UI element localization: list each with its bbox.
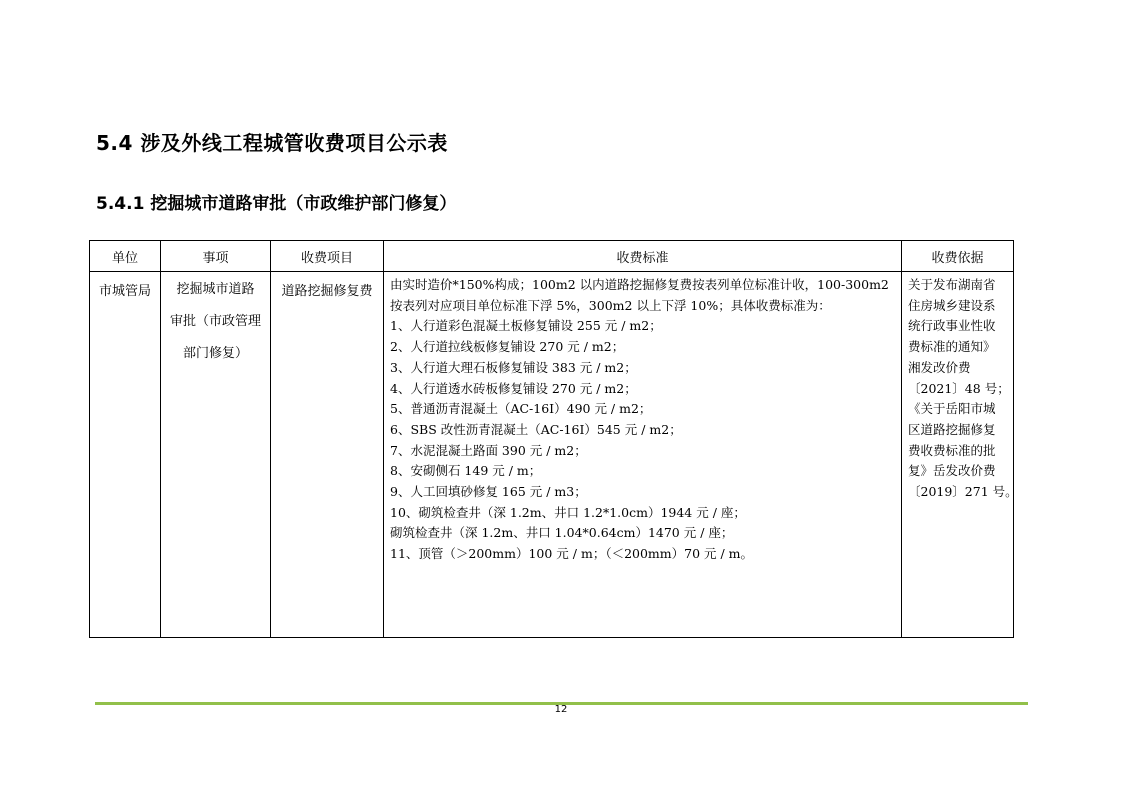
basis-line: 《关于岳阳市城 [908,401,996,417]
basis-line: 〔2019〕271 号。 [908,484,1018,500]
standard-line: 8、安砌侧石 149 元 / m； [390,463,542,479]
basis-line: 费标准的通知》 [908,339,996,355]
header-item: 事项 [161,241,271,272]
section-heading: 5.4 涉及外线工程城管收费项目公示表 [96,131,448,155]
header-standard: 收费标准 [384,241,902,272]
basis-line: 〔2021〕48 号； [908,380,1010,396]
standard-line: 4、人行道透水砖板修复铺设 270 元 / m2； [390,380,637,396]
basis-line: 住房城乡建设系 [908,297,996,313]
cell-standard [384,272,902,638]
table-row [90,272,1014,638]
basis-line: 费收费标准的批 [908,442,996,458]
standard-line: 10、砌筑检查井（深 1.2m、井口 1.2*1.0cm）1944 元 / 座； [390,504,746,520]
basis-line: 关于发布湖南省 [908,277,996,292]
item-line: 审批（市政管理 [169,314,261,329]
standard-line: 6、SBS 改性沥青混凝土（AC-16I）545 元 / m2； [390,421,682,437]
basis-line: 统行政事业性收 [908,318,996,334]
fee-table [89,240,1018,638]
basis-line: 复》岳发改价费 [908,463,996,479]
standard-line: 11、顶管（＞200mm）100 元 / m；（＜200mm）70 元 / m。 [390,546,754,562]
page-number: 12 [554,704,568,715]
basis-line: 湘发改价费 [908,359,971,375]
basis-line: 区道路挖掘修复 [908,421,996,437]
standard-line: 按表列对应项目单位标准下浮 5%，300m2 以上下浮 10%；具体收费标准为： [390,297,831,313]
cell-basis [902,272,1018,638]
standard-line: 5、普通沥青混凝土（AC-16I）490 元 / m2； [390,401,652,417]
header-project: 收费项目 [271,241,384,272]
header-unit: 单位 [90,241,161,272]
standard-line: 2、人行道拉线板修复铺设 270 元 / m2； [390,339,625,355]
standard-line: 砌筑检查井（深 1.2m、井口 1.04*0.64cm）1470 元 / 座； [390,525,734,541]
standard-line: 1、人行道彩色混凝土板修复铺设 255 元 / m2； [390,318,662,334]
table-header-row [90,241,1014,272]
cell-item [161,272,271,638]
cell-unit: 市城管局 [90,272,161,638]
header-basis: 收费依据 [902,241,1014,272]
item-line: 挖掘城市道路 [176,282,255,297]
standard-line: 7、水泥混凝土路面 390 元 / m2； [390,442,587,458]
standard-line: 9、人工回填砂修复 165 元 / m3； [390,484,587,500]
cell-project: 道路挖掘修复费 [271,272,384,638]
subsection-heading: 5.4.1 挖掘城市道路审批（市政维护部门修复） [96,194,457,214]
item-line: 部门修复） [182,346,248,361]
standard-line: 3、人行道大理石板修复铺设 383 元 / m2； [390,359,637,375]
standard-line: 由实时造价*150%构成；100m2 以内道路挖掘修复费按表列单位标准计收，100-300m2 [390,277,889,292]
